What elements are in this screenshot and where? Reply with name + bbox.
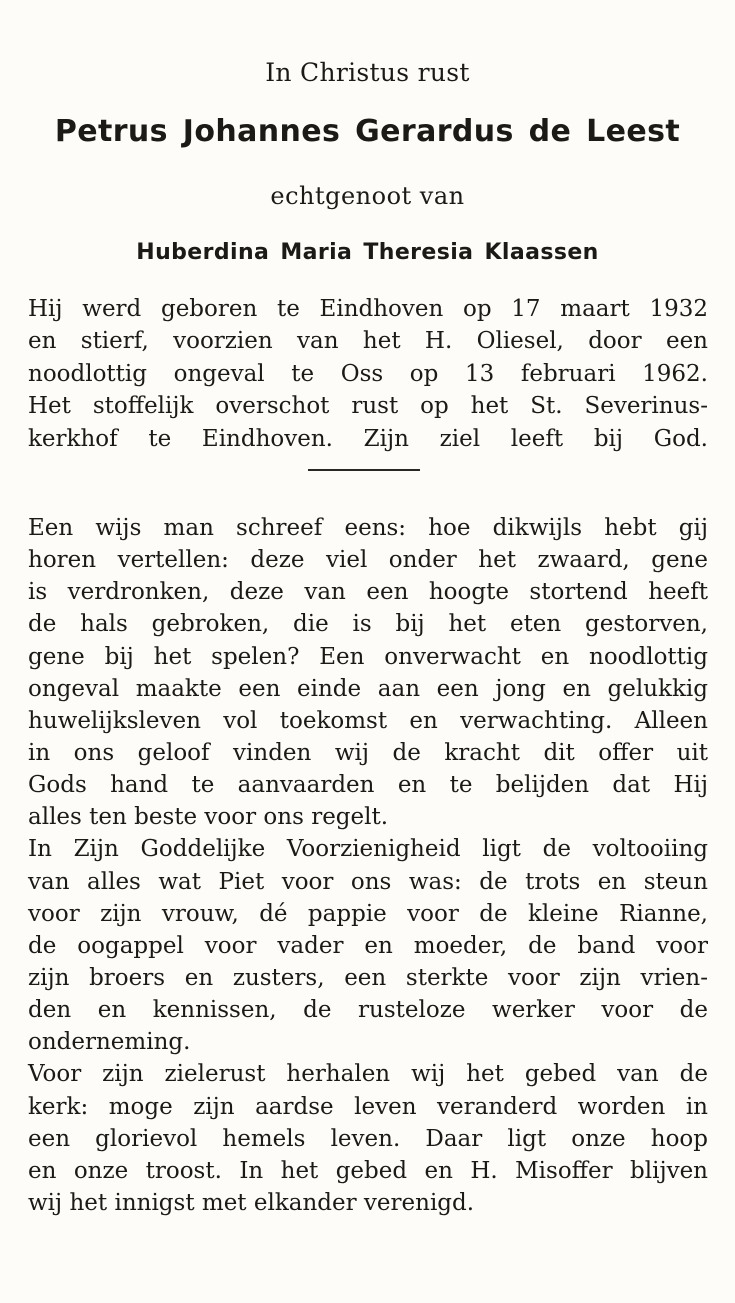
deceased-name: Petrus Johannes Gerardus de Leest	[54, 114, 681, 149]
body-line: een glorievol hemels leven. Daar ligt onze hoop	[28, 1125, 708, 1152]
body-line: den en kennissen, de rusteloze werker voor de	[28, 997, 708, 1024]
body-line: Gods hand te aanvaarden en te belijden dat Hij	[28, 772, 708, 799]
reflection-text	[28, 512, 708, 1219]
body-line: horen vertellen: deze viel onder het zwaard, gene	[28, 547, 708, 574]
body-line: ongeval maakte een einde aan een jong en gelukkig	[28, 675, 708, 702]
body-line: zijn broers en zusters, een sterkte voor zijn vrien-	[28, 964, 708, 991]
body-line: onderneming.	[28, 1029, 191, 1056]
divider-rule	[308, 469, 420, 471]
body-line: voor zijn vrouw, dé pappie voor de kleine Rianne,	[28, 900, 708, 927]
body-line: gene bij het spelen? Een onverwacht en noodlottig	[28, 643, 708, 670]
spouse-of-line: echtgenoot van	[270, 182, 465, 210]
body-line: In Zijn Goddelijke Voorzienigheid ligt de voltooiing	[28, 836, 708, 863]
biography-paragraph	[28, 293, 708, 455]
body-line: wij het innigst met elkander verenigd.	[28, 1189, 475, 1216]
spouse-name: Huberdina Maria Theresia Klaassen	[136, 240, 599, 265]
body-line: in ons geloof vinden wij de kracht dit offer uit	[28, 739, 708, 766]
bio-line: Het stoffelijk overschot rust op het St. Severinus-	[28, 393, 708, 420]
body-line: van alles wat Piet voor ons was: de trots en steun	[28, 868, 708, 895]
body-line: en onze troost. In het gebed en H. Misoffer blijven	[28, 1157, 708, 1184]
body-line: de hals gebroken, die is bij het eten gestorven,	[28, 611, 708, 638]
body-line: is verdronken, deze van een hoogte stortend heeft	[28, 579, 708, 606]
body-line: Een wijs man schreef eens: hoe dikwijls hebt gij	[28, 515, 708, 541]
body-line: alles ten beste voor ons regelt.	[28, 804, 389, 831]
body-line: huwelijksleven vol toekomst en verwachting. Alleen	[28, 707, 708, 734]
body-line: Voor zijn zielerust herhalen wij het gebed van de	[28, 1061, 708, 1088]
body-line: de oogappel voor vader en moeder, de band voor	[28, 932, 708, 959]
intro-line: In Christus rust	[265, 58, 470, 87]
body-line: kerk: moge zijn aardse leven veranderd worden in	[28, 1093, 708, 1120]
bio-line: en stierf, voorzien van het H. Oliesel, door een	[28, 328, 708, 355]
bio-line: Hij werd geboren te Eindhoven op 17 maart 1932	[28, 296, 708, 322]
bio-line: kerkhof te Eindhoven. Zijn ziel leeft bij God.	[28, 425, 708, 452]
bio-line: noodlottig ongeval te Oss op 13 februari 1962.	[28, 360, 708, 387]
